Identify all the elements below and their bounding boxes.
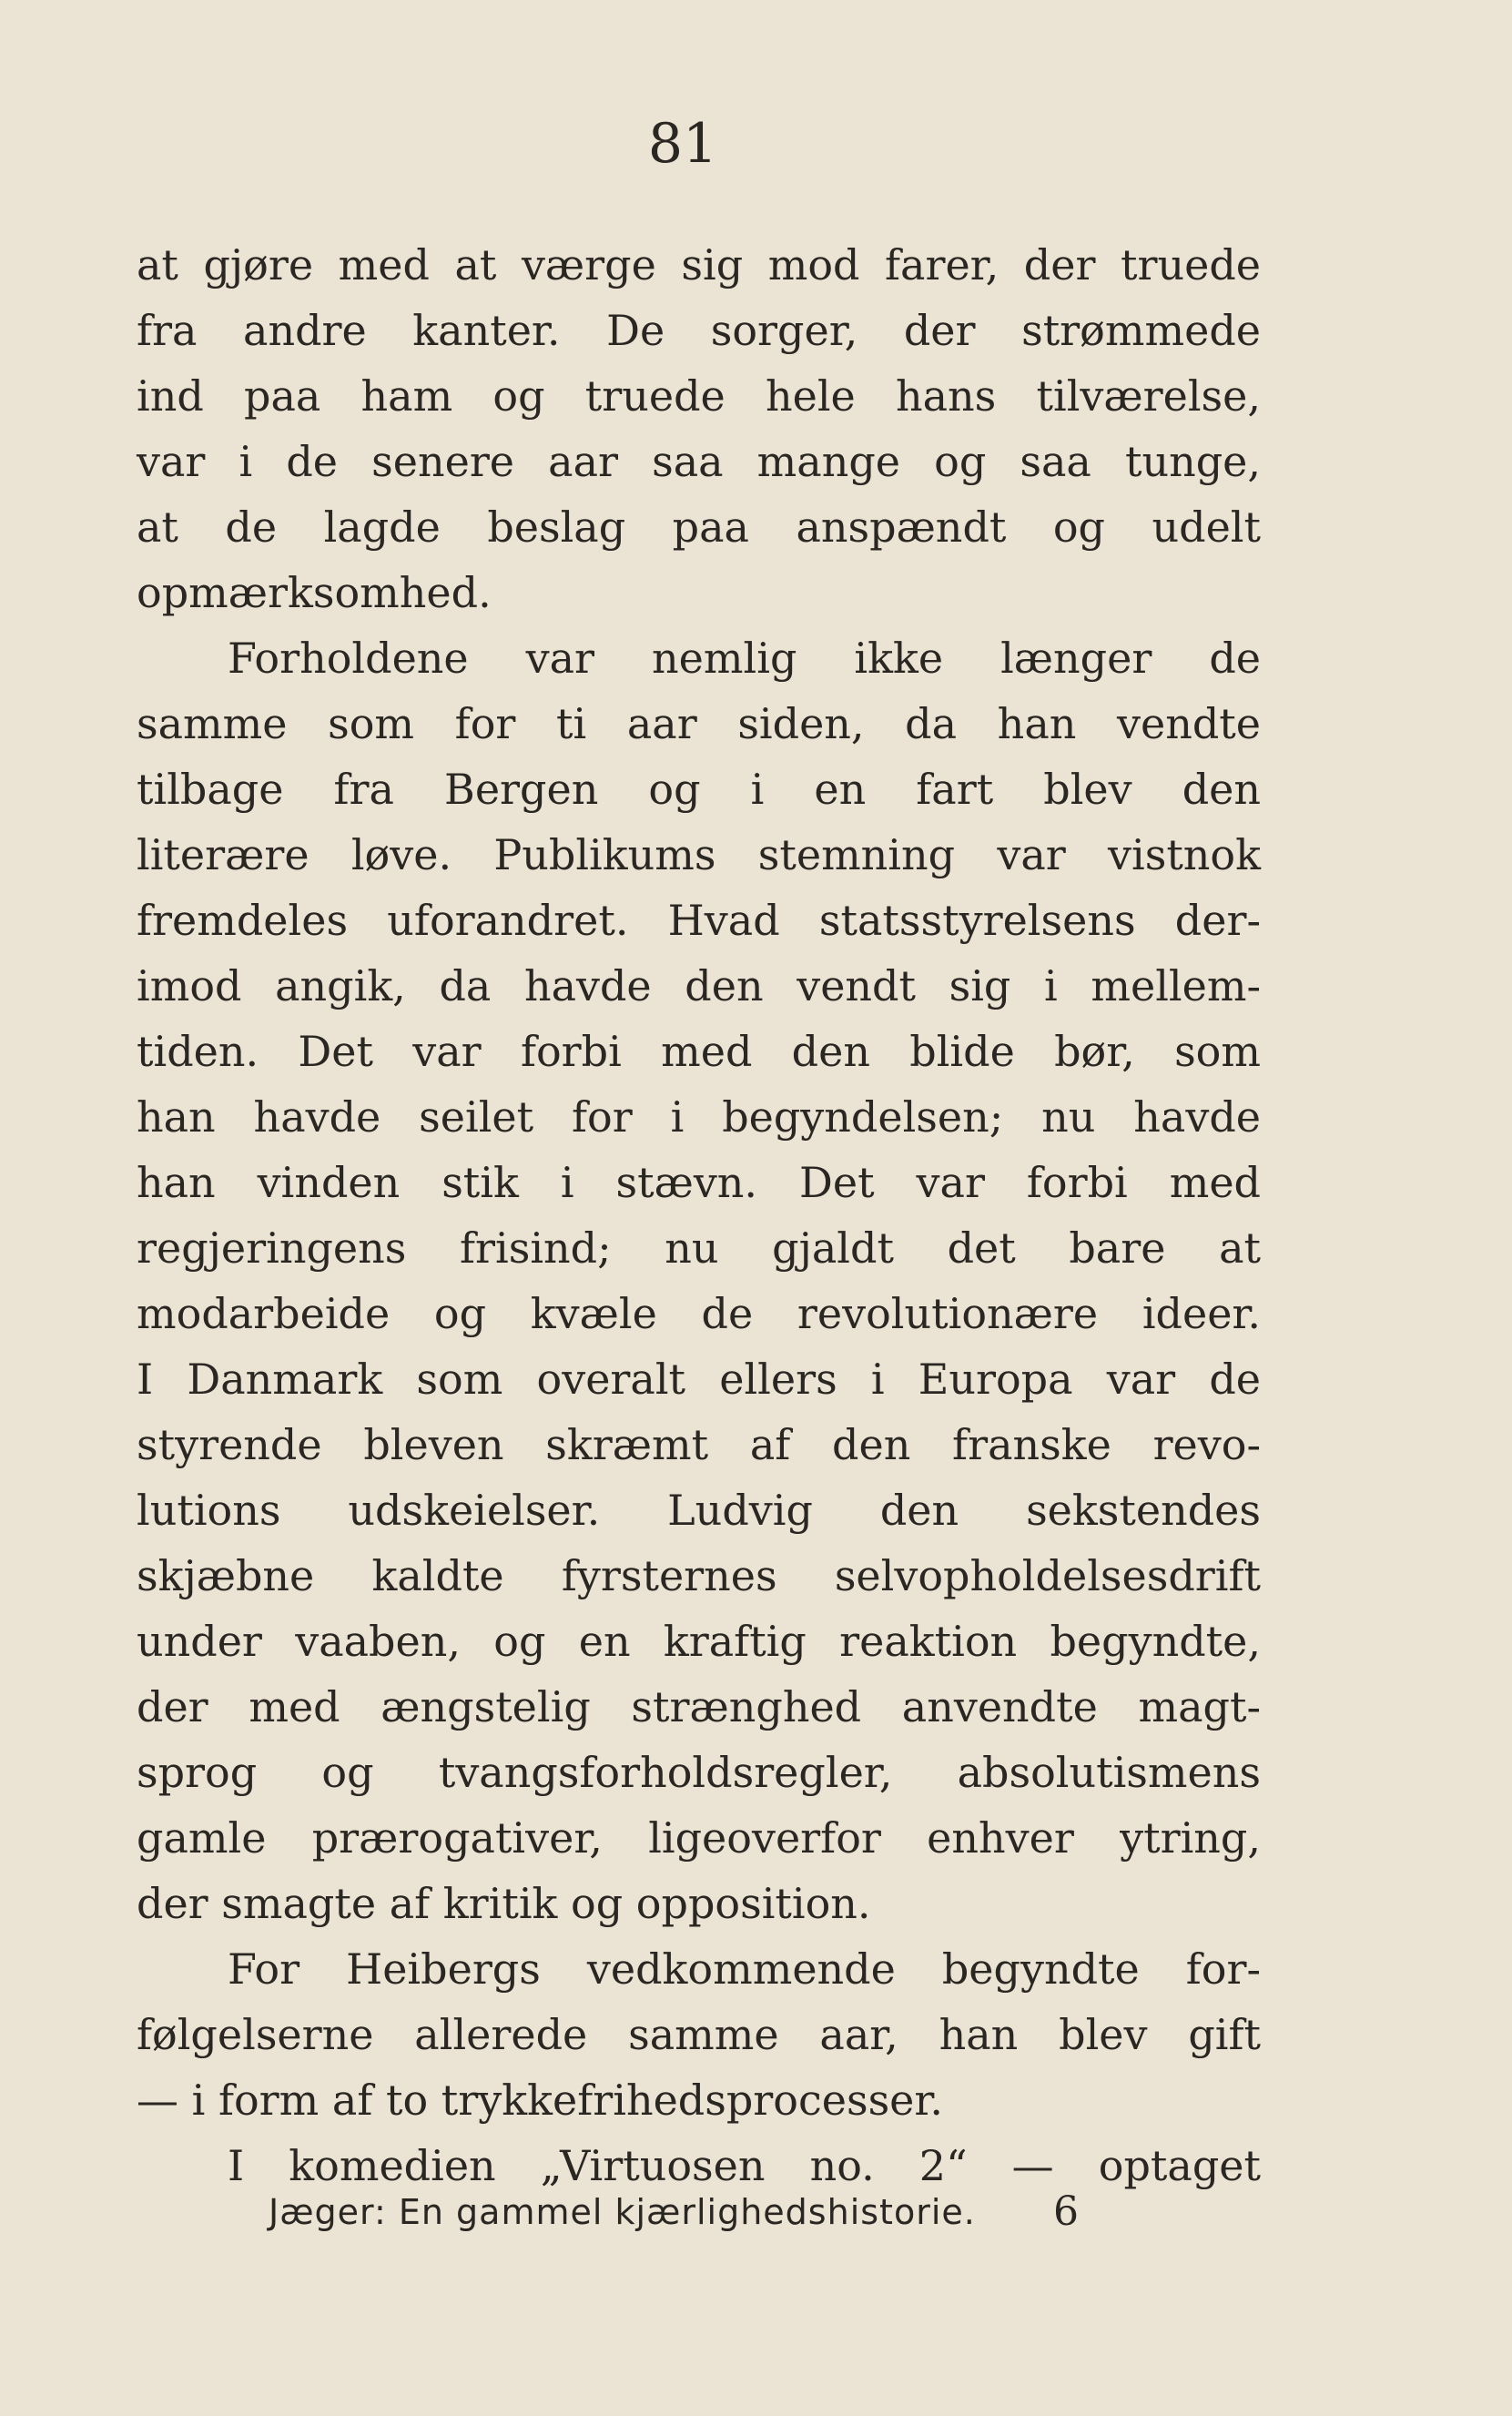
text-line: samme som for ti aar siden, da han vendte bbox=[137, 699, 1261, 748]
text-line: styrende bleven skræmt af den franske revo- bbox=[137, 1420, 1261, 1469]
text-line: følgelserne allerede samme aar, han blev gift bbox=[137, 2010, 1261, 2059]
body-text bbox=[137, 232, 1261, 2198]
text-line: der smagte af kritik og opposition. bbox=[137, 1879, 871, 1928]
text-line: For Heibergs vedkommende begyndte for- bbox=[228, 1944, 1261, 1994]
text-line: fremdeles uforandret. Hvad statsstyrelsens der- bbox=[137, 896, 1261, 945]
text-line: gamle prærogativer, ligeoverfor enhver ytring, bbox=[137, 1813, 1261, 1863]
text-line: I komedien „Virtuosen no. 2“ — optaget bbox=[228, 2141, 1261, 2190]
text-line: at gjøre med at værge sig mod farer, der truede bbox=[137, 240, 1261, 289]
text-line: imod angik, da havde den vendt sig i mellem- bbox=[137, 961, 1261, 1010]
text-line: han vinden stik i stævn. Det var forbi med bbox=[137, 1158, 1261, 1207]
text-line: literære løve. Publikums stemning var vistnok bbox=[137, 830, 1261, 879]
text-line: fra andre kanter. De sorger, der strømmede bbox=[137, 306, 1261, 355]
text-line: sprog og tvangsforholdsregler, absolutismens bbox=[137, 1748, 1261, 1797]
text-line: var i de senere aar saa mange og saa tunge, bbox=[137, 437, 1261, 486]
text-line: — i form af to trykkefrihedsprocesser. bbox=[137, 2076, 943, 2125]
text-line: under vaaben, og en kraftig reaktion begyndte, bbox=[137, 1617, 1261, 1666]
text-line: skjæbne kaldte fyrsternes selvopholdelsesdrift bbox=[137, 1551, 1261, 1600]
text-line: ind paa ham og truede hele hans tilværelse, bbox=[137, 371, 1261, 421]
text-line: opmærksomhed. bbox=[137, 568, 492, 617]
text-line: tilbage fra Bergen og i en fart blev den bbox=[137, 765, 1261, 814]
text-line: der med ængstelig strænghed anvendte magt- bbox=[137, 1682, 1261, 1731]
page-footer bbox=[269, 2185, 1079, 2239]
sheet-number: 6 bbox=[1053, 2188, 1079, 2235]
text-line: tiden. Det var forbi med den blide bør, som bbox=[137, 1027, 1261, 1076]
text-line: Forholdene var nemlig ikke længer de bbox=[228, 634, 1261, 683]
text-line: modarbeide og kvæle de revolutionære ideer. bbox=[137, 1289, 1261, 1338]
footer-signature: Jæger: En gammel kjærlighedshistorie. bbox=[269, 2192, 976, 2232]
text-line: regjeringens frisind; nu gjaldt det bare at bbox=[137, 1223, 1261, 1273]
text-line: I Danmark som overalt ellers i Europa var de bbox=[137, 1355, 1261, 1404]
text-line: at de lagde beslag paa anspændt og udelt bbox=[137, 502, 1261, 552]
page-number: 81 bbox=[647, 112, 718, 176]
text-line: han havde seilet for i begyndelsen; nu havde bbox=[137, 1092, 1261, 1142]
text-line: lutions udskeielser. Ludvig den sekstendes bbox=[137, 1486, 1261, 1535]
